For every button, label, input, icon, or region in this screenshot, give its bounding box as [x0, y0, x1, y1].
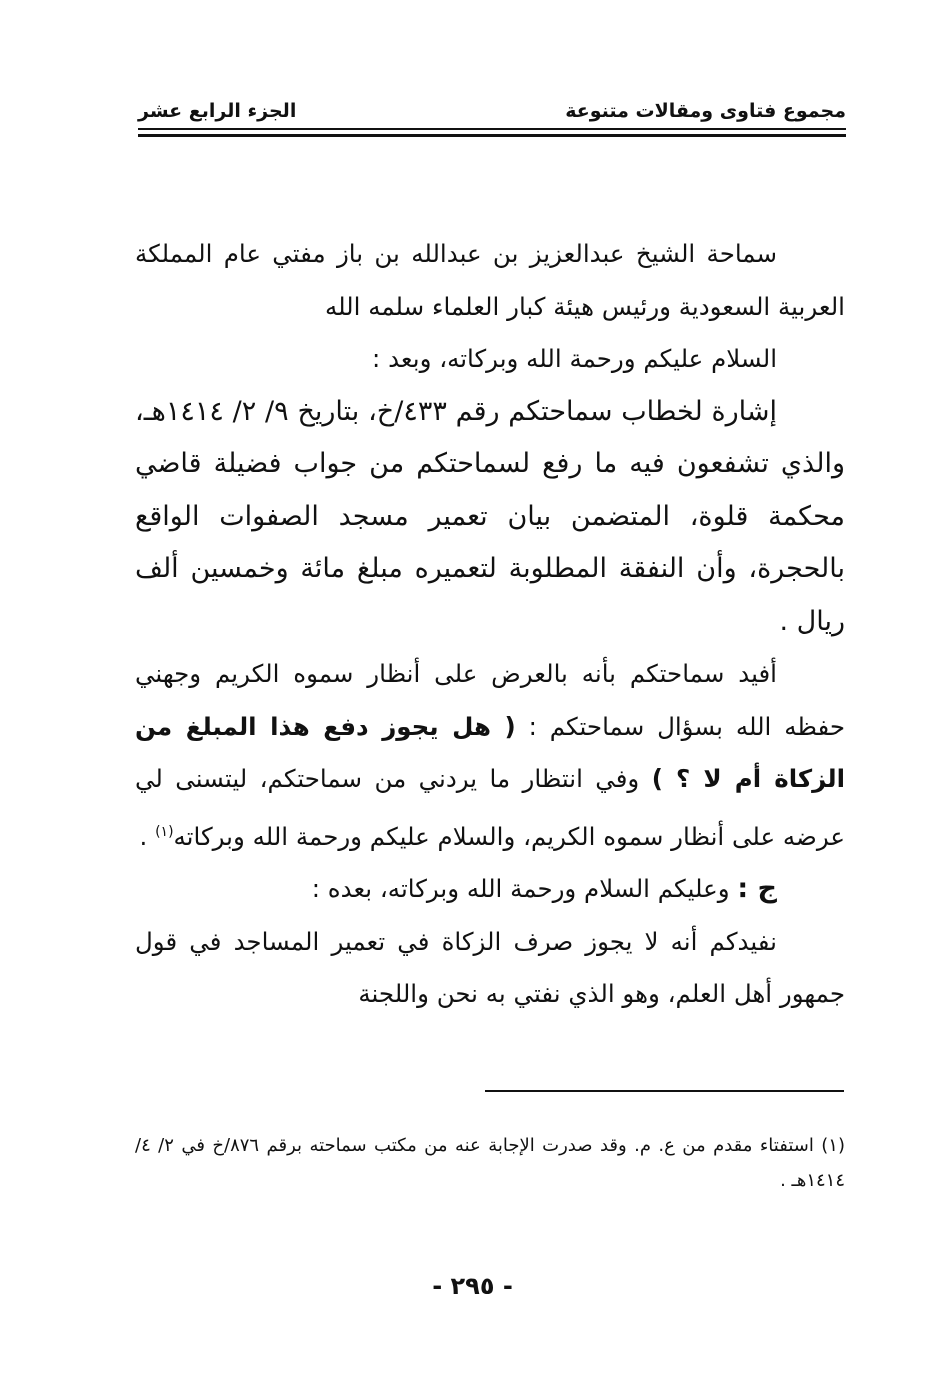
main-text: [135, 228, 845, 1021]
footnote-separator: [485, 1090, 844, 1092]
address-paragraph: سماحة الشيخ عبدالعزيز بن عبدالله بن باز مفتي عام المملكة العربية السعودية ورئيس هيئة كبار العلماء سلمه الله: [135, 239, 845, 321]
greeting-paragraph: السلام عليكم ورحمة الله وبركاته، وبعد :: [372, 344, 777, 373]
page-number: - ٢٩٥ -: [432, 1272, 513, 1300]
answer-greeting: وعليكم السلام ورحمة الله وبركاته، بعده :: [311, 874, 730, 904]
footnote-number: (١): [821, 1135, 845, 1156]
footnote-text: استفتاء مقدم من ع. م. وقد صدرت الإجابة عنه من مكتب سماحته برقم ٨٧٦/خ في ٢/ ٤/ ١٤١٤هـ .: [135, 1135, 845, 1191]
header-rule-thick: [138, 134, 846, 137]
letter-paragraph-1: إشارة لخطاب سماحتكم رقم ٤٣٣/خ، بتاريخ ٩/ ٢/ ١٤١٤هـ، والذي تشفعون فيه ما رفع لسماحتكم من جواب فضيلة قاضي محكمة قلوة، المتضمن بيان تعمير مسجد الصفوات الواقع بالحجرة، وأن النفقة المطلوبة لتعميره مبلغ مائة وخمسين ألف ريال .: [135, 395, 845, 637]
footnote-reference: (١): [155, 823, 174, 840]
footnote: [135, 1128, 845, 1198]
running-header: [138, 96, 846, 128]
header-rule-thin: [138, 128, 846, 130]
answer-greeting-paragraph: [135, 863, 845, 916]
footnote-paragraph: [135, 1128, 845, 1198]
question-text: ( هل يجوز دفع هذا المبلغ من الزكاة أم لا ؟ ): [135, 711, 846, 793]
book-title: مجموع فتاوى ومقالات متنوعة: [565, 100, 846, 122]
paragraph-2-close: .: [139, 821, 148, 851]
paragraph-2-end: وفي انتظار ما يردني من سماحتكم، ليتسنى لي عرضه على أنظار سموه الكريم، والسلام عليكم ورحمة الله وبركاته: [135, 764, 845, 851]
volume-label: الجزء الرابع عشر: [138, 100, 297, 122]
paragraph-2-start: أفيد سماحتكم بأنه بالعرض على أنظار سموه الكريم وجهني حفظه الله بسؤال سماحتكم :: [135, 659, 845, 741]
answer-paragraph: نفيدكم أنه لا يجوز صرف الزكاة في تعمير المساجد في قول جمهور أهل العلم، وهو الذي نفتي به نحن واللجنة: [135, 926, 845, 1009]
answer-label: ج :: [737, 873, 777, 905]
letter-paragraph-2: [135, 648, 845, 863]
